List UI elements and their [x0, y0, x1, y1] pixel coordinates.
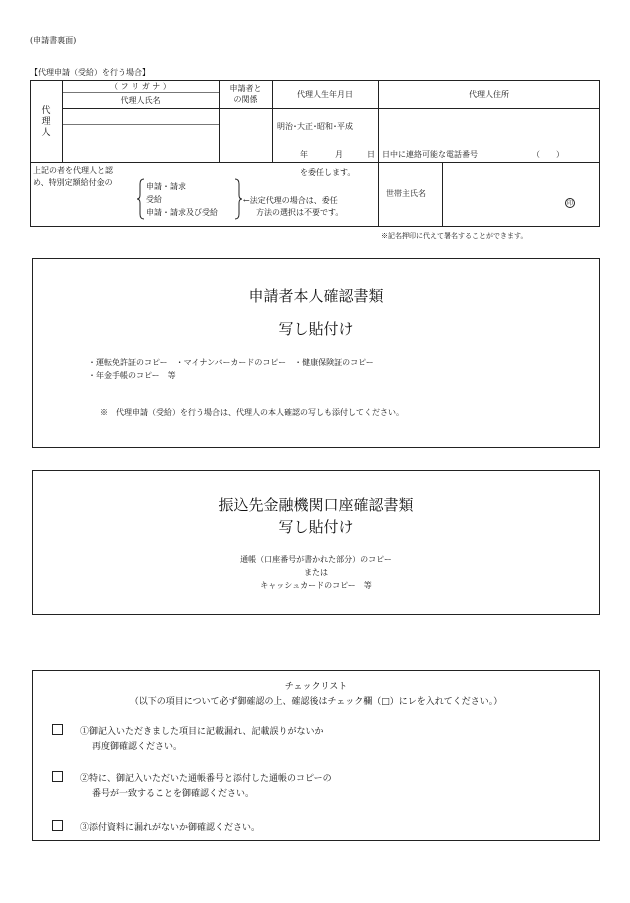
- entrust-suffix: を委任します。: [300, 168, 356, 177]
- phone-label: 日中に連絡可能な電話番号: [382, 150, 478, 159]
- option-receive[interactable]: 受給: [146, 195, 162, 204]
- col-header-relation-2: の関係: [233, 95, 258, 104]
- col-header-address: 代理人住所: [469, 90, 509, 99]
- bank-box-line-2: または: [304, 568, 328, 577]
- id-box-subtitle: 写し貼付け: [278, 320, 354, 338]
- checklist-item-1-line-1: ①御記入いただきました項目に記載漏れ、記載誤りがないか: [80, 727, 324, 737]
- seal-mark: 印: [566, 200, 573, 207]
- checklist-checkbox-2[interactable]: [52, 771, 63, 782]
- birth-eras: 明治･大正･昭和･平成: [277, 122, 353, 131]
- proxy-side-label: 代 理 人: [41, 106, 51, 138]
- col-header-name: 代理人氏名: [120, 96, 161, 105]
- option-apply-and-receive[interactable]: 申請・請求及び受給: [146, 208, 218, 217]
- furigana-input[interactable]: [63, 109, 218, 124]
- id-box-note: ※ 代理申請（受給）を行う場合は、代理人の本人確認の写しも添付してください。: [100, 408, 404, 417]
- checklist-item-2-line-2: 番号が一致することを御確認ください。: [92, 789, 255, 799]
- bank-box-line-3: キャッシュカードのコピー 等: [260, 581, 372, 590]
- phone-parens: （ ）: [532, 150, 564, 159]
- relation-input[interactable]: [220, 109, 271, 161]
- table-col-line-4: [378, 80, 379, 227]
- option-apply[interactable]: 申請・請求: [146, 182, 186, 191]
- bank-box-subtitle: 写し貼付け: [278, 518, 354, 536]
- household-head-input[interactable]: [443, 163, 599, 226]
- checklist-item-1-line-2: 再度御確認ください。: [92, 742, 183, 752]
- birth-day-label: 日: [367, 150, 375, 159]
- left-brace-icon: [137, 178, 145, 220]
- checklist-instruction: （以下の項目について必ず御確認の上、確認後はチェック欄（□）にレを入れてください。）: [129, 697, 503, 707]
- checklist-checkbox-1[interactable]: [52, 724, 63, 735]
- proxy-name-input[interactable]: [63, 125, 218, 161]
- proxy-section-title: 【代理申請（受給）を行う場合】: [30, 68, 150, 77]
- col-header-birth: 代理人生年月日: [297, 90, 353, 99]
- checklist-box: [32, 670, 600, 841]
- checklist-item-2-line-1: ②特に、御記入いただいた通帳番号と添付した通帳のコピーの: [80, 774, 332, 784]
- id-box-list-1: ・運転免許証のコピー ・マイナンバーカードのコピー ・健康保険証のコピー: [88, 358, 374, 367]
- col-header-relation-1: 申請者と: [229, 84, 262, 93]
- legal-note-1: ←法定代理の場合は、委任: [243, 196, 338, 205]
- page-note: (申請書裏面): [30, 36, 77, 45]
- entrust-line-1: 上記の者を代理人と認: [33, 166, 113, 175]
- furigana-divider: [62, 92, 219, 93]
- checklist-title: チェックリスト: [284, 682, 348, 692]
- legal-note-2: 方法の選択は不要です。: [256, 208, 344, 217]
- signature-note: ※記名押印に代えて署名することができます。: [381, 232, 528, 240]
- col-header-furigana: （ フ リ ガ ナ ）: [110, 82, 171, 91]
- bank-documents-box: [32, 470, 600, 615]
- address-input[interactable]: [379, 109, 599, 147]
- id-box-list-2: ・年金手帳のコピー 等: [88, 371, 176, 380]
- bank-box-line-1: 通帳（口座番号が書かれた部分）のコピー: [240, 555, 392, 564]
- id-box-title: 申請者本人確認書類: [248, 287, 384, 305]
- right-brace-icon: [234, 178, 242, 220]
- entrust-line-2: め、特別定額給付金の: [33, 178, 113, 187]
- checklist-checkbox-3[interactable]: [52, 820, 63, 831]
- birth-year-label: 年: [300, 150, 308, 159]
- checklist-item-3-line-1: ③添付資料に漏れがないか御確認ください。: [80, 823, 261, 833]
- bank-box-title: 振込先金融機関口座確認書類: [218, 496, 414, 514]
- birth-month-label: 月: [335, 150, 343, 159]
- household-head-label: 世帯主氏名: [386, 189, 426, 198]
